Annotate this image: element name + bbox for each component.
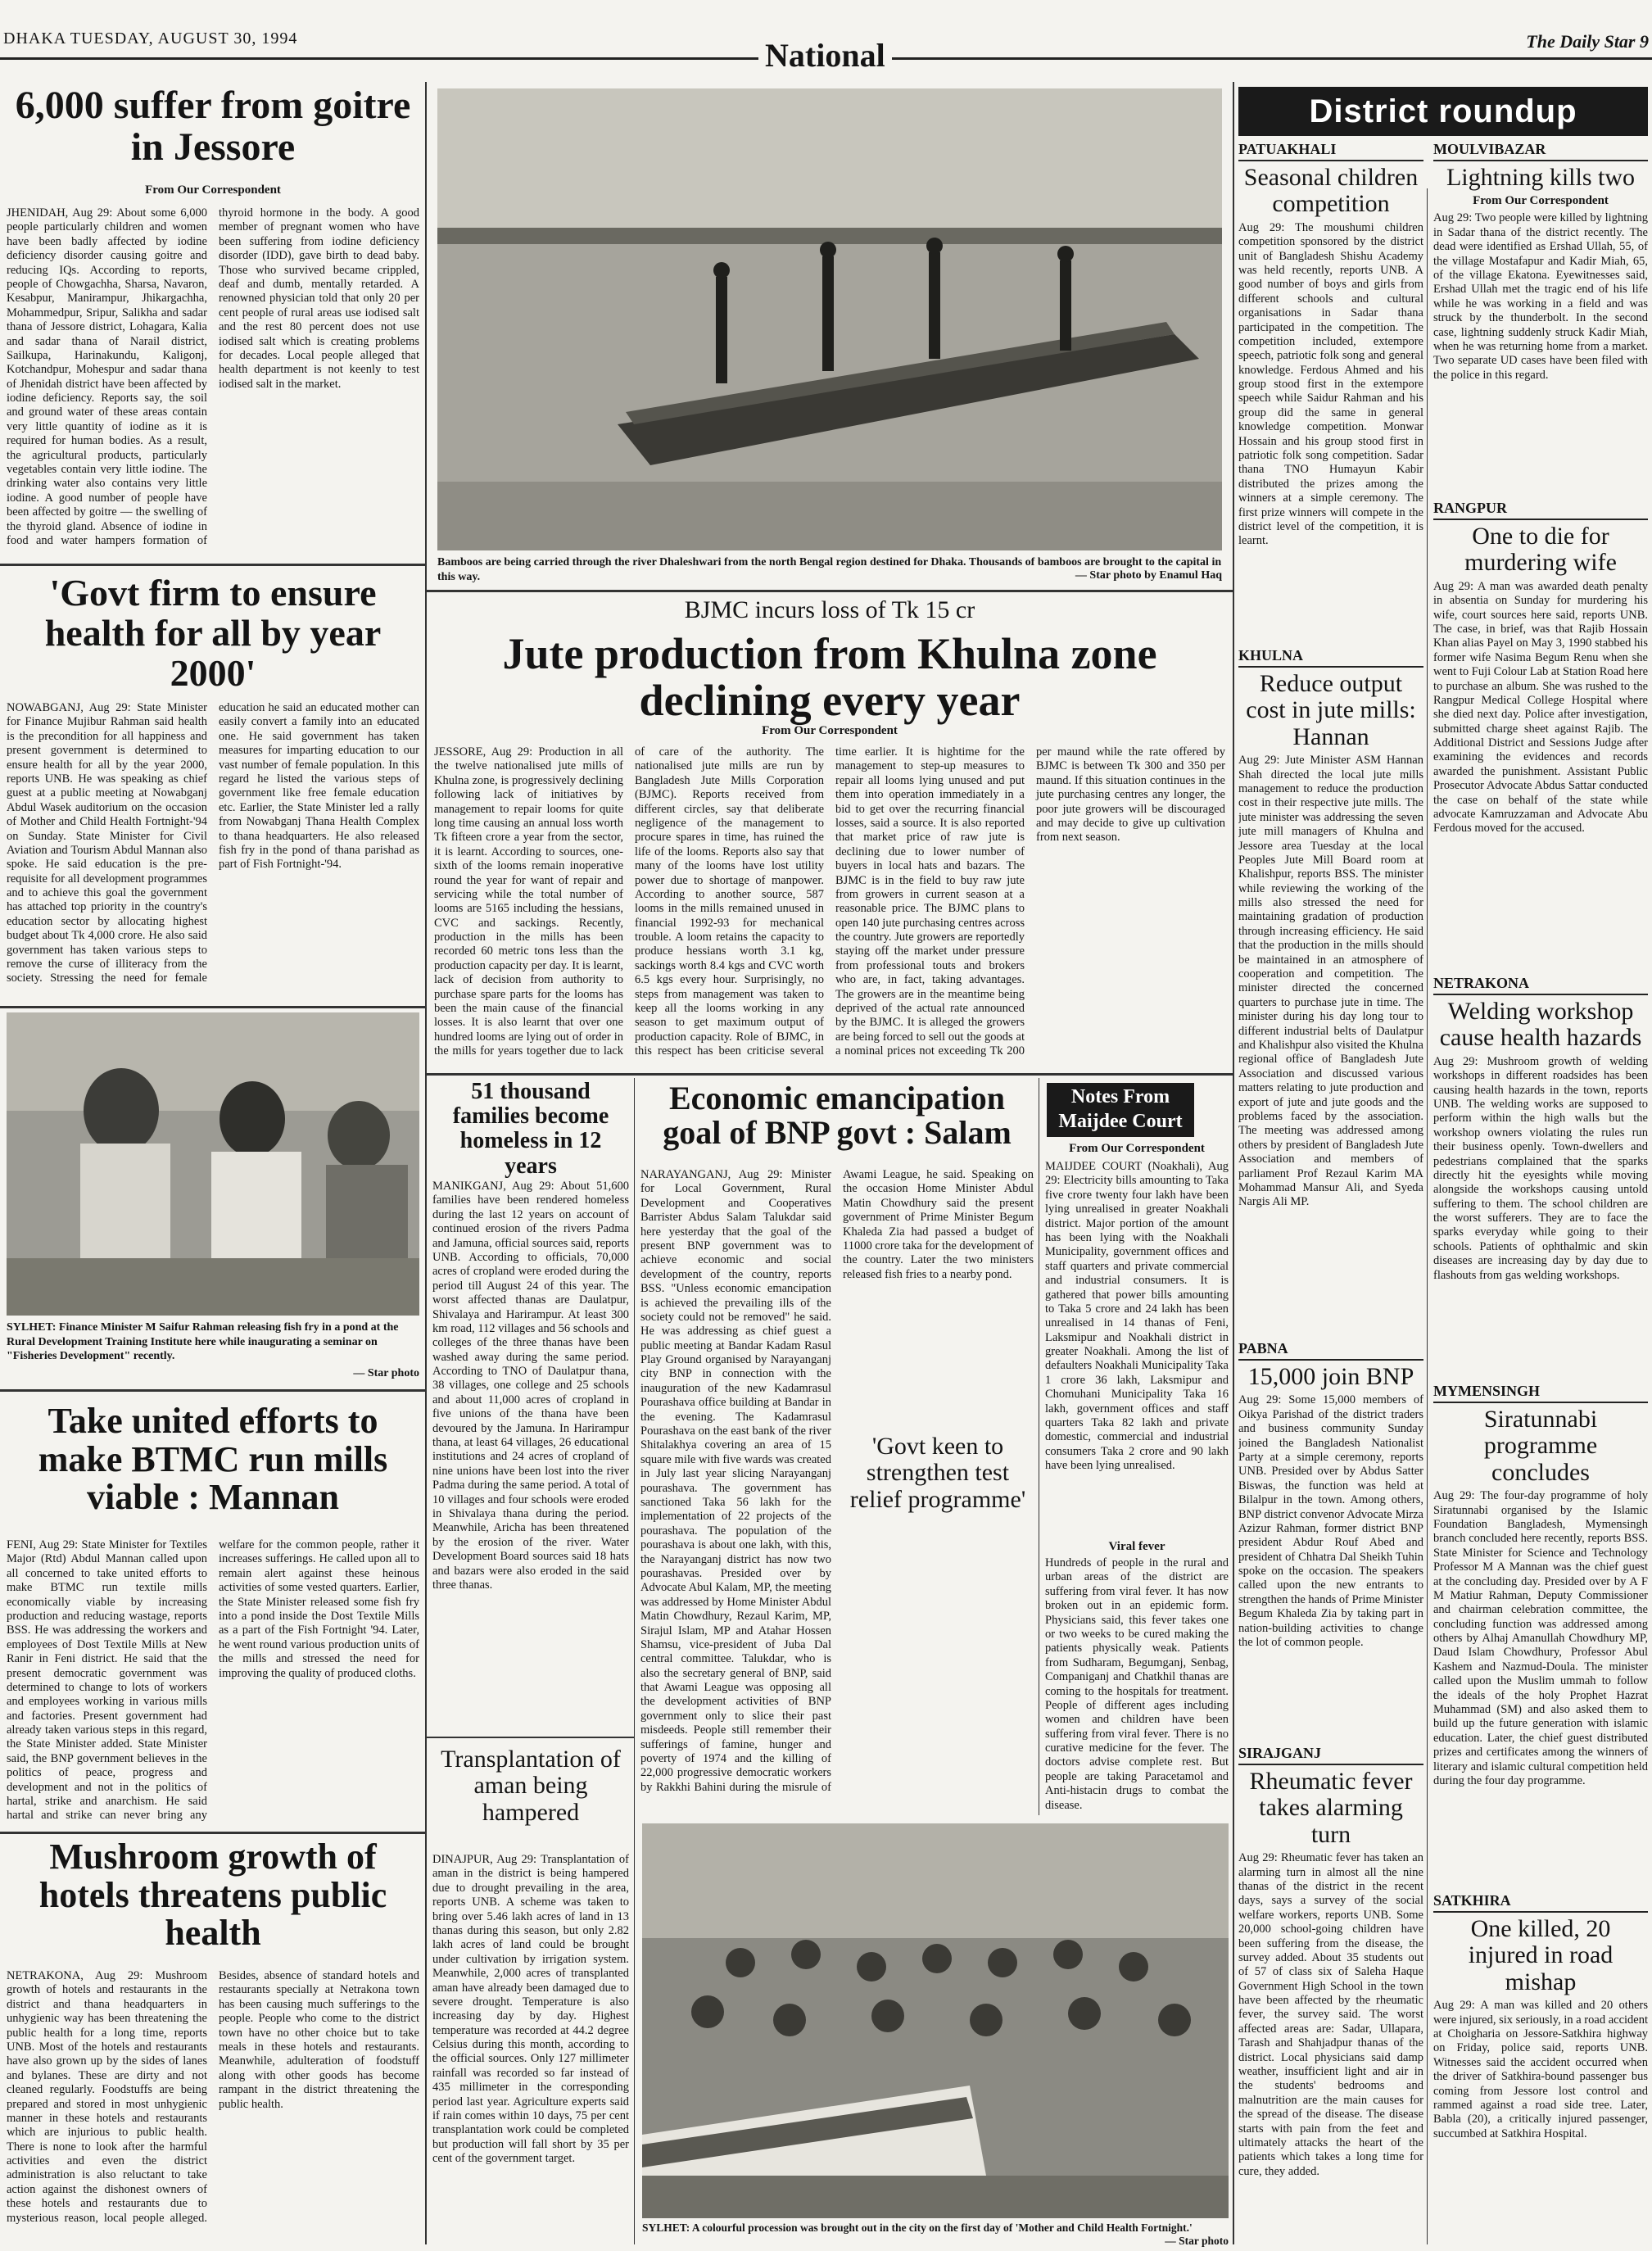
- procession-photo-credit: — Star photo: [1165, 2235, 1229, 2247]
- place-label: PATUAKHALI: [1238, 141, 1423, 161]
- district-item-body: Aug 29: Two people were killed by lightning in Sadar thana of the district recently. The dead were identified as Ershad Ullah, 55, of the village Mostafapur and Kadir Miah, 65, of the village Ekatona. Eyewitnesses said, Ershad Ullah met the tragic end of his life while he was working in a field and was struck by the thunderbolt. In the second case, lightning suddenly struck Kadir Miah, when he was returning home from a market. Two separate UD cases have been filed with the police in this regard.: [1433, 211, 1648, 382]
- column-divider: [425, 82, 427, 2244]
- place-label: KHULNA: [1238, 647, 1423, 668]
- aman-headline: Transplantation of aman being hampered: [441, 1746, 621, 1826]
- economic-body: NARAYANGANJ, Aug 29: Minister for Local Government, Rural Development and Cooperatives Barrister Abdus Salam Talukdar said here yesterday that the goal of the present BNP government was to achieve economic and social development of the country, reports BSS. "Unless economic emancipation is achieved the prevailing ills of the society could not be removed" he said. He was addressing as chief guest a public meeting at Bandar Kadam Rasul Play Ground organised by Narayanganj city BNP in connection with the inauguration of the new Kadamrasul Pourashava office building at Bandar in the evening. The Kadamrasul Pourashava on the east bank of the river Shitalakhya covering an area of 15 square mile with five wards was created in July last year slicing Narayanganj pourashava. The government has sanctioned Taka 56 lakh for the implementation of 22 projects of the pourashava. The population of the pourashava is about one lakh, with this, the Narayanganj district has now two pourashavas. Presided over by Advocate Abul Kalam, MP, the meeting was addressed by Home Minister Abdul Matin Chowdhury, Rezaul Karim, MP, Sirajul Islam, MP and Atahar Hossen Shamsu, vice-president of Juba Dal central committee. Talukdar, who is also the secretary general of BNP, said that Awami League was opposing all the development activities of BNP government only to slice their past misdeeds. People still remember their sufferings of famine, hunger and poverty of 1974 and the killing of 22,000 progressive democratic workers by Rakkhi Bahini during the misrule of Awami League, he said. Speaking on the occasion Home Minister Abdul Matin Chowdhury said the present government of Prime Minister Begum Khaleda Zia had passed a budget of 11000 crore taka for the development of the country. Later the two ministers released fish fries to a nearby pond.: [640, 1168, 1034, 1794]
- fish-photo-credit: — Star photo: [353, 1367, 419, 1379]
- bamboo-river-photo-art: [437, 88, 1222, 550]
- district-item-headline: Seasonal children competition: [1243, 164, 1419, 218]
- fish-photo-caption: SYLHET: Finance Minister M Saifur Rahman releasing fish fry in a pond at the Rural Development Training Institute here while inaugurating a seminar on "Fisheries Development" recently.: [7, 1321, 399, 1362]
- district-item-headline: One to die for murdering wife: [1464, 523, 1617, 577]
- divider: [0, 1389, 425, 1392]
- district-item-headline: 15,000 join BNP: [1247, 1363, 1414, 1390]
- goitre-byline: From Our Correspondent: [145, 183, 281, 197]
- procession-photo: [642, 1823, 1229, 2218]
- health2000-headline: 'Govt firm to ensure health for all by year 2000': [44, 572, 382, 694]
- district-item-pabna: [1238, 1340, 1423, 1713]
- column-divider: [1233, 82, 1234, 2244]
- btmc-headline: Take united efforts to make BTMC run mills viable : Mannan: [38, 1401, 388, 1518]
- hotels-headline: Mushroom growth of hotels threatens public health: [38, 1837, 387, 1954]
- goitre-headline: 6,000 suffer from goitre in Jessore: [15, 84, 411, 169]
- dateline: DHAKA TUESDAY, AUGUST 30, 1994: [3, 29, 298, 48]
- district-item-rangpur: [1433, 500, 1648, 973]
- district-item-byline: From Our Correspondent: [1473, 194, 1609, 208]
- section-title: National: [758, 36, 892, 75]
- bamboo-photo-credit: — Star photo by Enamul Haq: [1075, 569, 1222, 582]
- district-item-headline: Welding workshop cause health hazards: [1439, 998, 1642, 1052]
- goitre-body: JHENIDAH, Aug 29: About some 6,000 people particularly children and women have been badly affected by iodine deficiency disorder causing goitre and reducing IQs. According to reports, people of Chowgachha, Sharsa, Navaron, Kesabpur, Manirampur, Jhikargachha, Mohammedpur, Sripur, Salikha and sadar thana of Jessore district, Lohagara, Kalia and sadar thana of Narail district, Sailkupa, Harinakundu, Kaligonj, Kotchandpur, Mohespur and sadar thana of Jhenidah district have been affected by iodine deficiency. Reports say, the soil and ground water of these areas contain very little quantity of iodine as it is required for human bodies. As a result, the agricultural products, particularly vegetables contain very little iodine. The drinking water also contains very little iodine. A good number of people have been affected by goitre — the swelling of the thyroid gland. Absence of iodine in food and water hampers formation of thyroid hormone in the body. A good member of pregnant women who have been suffering from iodine deficiency disorder (IDD), gave birth to dead baby. Those who survived became crippled, deaf and dumb, mentally retarded. A renowned physician told that only 20 per cent people of rural areas use iodised salt and the rest 80 percent does not use iodised salt which is creating problems for decades. Local people alleged that health department is not keenly to test iodised salt in the market.: [7, 206, 419, 547]
- hotels-body: NETRAKONA, Aug 29: Mushroom growth of hotels and restaurants in the district and thana headquarters in unhygienic way has been threatening the public health for a long time, reports UNB. Most of the hotels and restaurants have also grown up by the sides of lanes and bylanes. These are dirty and not cleaned regularly. Foodstuffs are being prepared and stored in most unhygienic manner in these hotels and restaurants which are injurious to public health. There is none to look after the harmful activities and even the district administration is also reluctant to take action against the dishonest owners of these hotels and restaurants due to mysterious reason, local people alleged. Besides, absence of standard hotels and restaurants specially at Netrakona town has been causing much sufferings to the people. People who come to the district town have no other choice but to take meals in these hotels and restaurants. Meanwhile, adulteration of foodstuff along with other goods has become rampant in the district threatening the public health.: [7, 1969, 419, 2225]
- economic-headline: Economic emancipation goal of BNP govt : Salam: [663, 1080, 1012, 1152]
- aman-body: DINAJPUR, Aug 29: Transplantation of aman in the district is being hampered due to drought prevailing in the area, reports UNB. A scheme was taken to bring over 5.46 lakh acres of land in 13 thanas during this season, but only 2.82 lakh acres of land could be brought under cultivation by irrigation system. Meanwhile, 2,000 acres of transplanted aman have already been damaged due to severe drought. Temperature is also increasing day by day. Highest temperature was recorded at 44.2 degree Celsius during this month, according to the official sources. Only 127 millimeter rainfall was recorded so far instead of 435 millimeter in the corresponding period last year. Agriculture experts said if rain comes within 10 days, 75 per cent transplantation work could be completed but production will fall short by 35 per cent of the government target.: [432, 1853, 629, 2166]
- district-item-body: Aug 29: Jute Minister ASM Hannan Shah directed the local jute mills management to reduce the production cost in their respective jute mills. The jute minister was addressing the seven jute mill managers of Khulna and Jessore area Tuesday at the local Peoples Jute Mill Board room at Khalishpur, reports BSS. The minister while reviewing the working of the mills also stressed the need for maintaining gradation of production through increasing efficiency. He said that the production in the mills should be maintained in an atmosphere of cooperation and competition. The minister directed the concerned quarters to purchase jute in time. The minister during his day long tour to different industrial belts of Daulatpur and Khalishpur also visited the Khulna regional office of Bangladesh Jute Association and discussed various matters relating to jute production and export of jute and jute goods and the problems faced by the association. The meeting was addressed among others by president of Bangladesh Jute Association and members of parliament Prof Rezaul Karim MA Mohammad Mansur Ali, and Syeda Nargis Ali MP.: [1238, 754, 1423, 1209]
- place-label: SIRAJGANJ: [1238, 1745, 1423, 1765]
- district-item-headline: Lightning kills two: [1446, 164, 1635, 191]
- divider: [0, 1832, 425, 1834]
- viral-fever-subhead: Viral fever: [1108, 1540, 1165, 1553]
- bamboo-river-photo: [437, 88, 1222, 550]
- jute-body: JESSORE, Aug 29: Production in all the twelve nationalised jute mills of Khulna zone, is progressively declining following lack of initiatives by management to repair looms for quite long time causing an annual loss worth Tk fifteen crore a year from the sector, it is learnt. According to sources, one-sixth of the looms remain inoperative round the year for want of repair and servicing while the total number of looms are 5165 including the hessians, CVC and sackings. Recently, production in the mills has been recorded 60 metric tons less than the production capacity per day. It is learnt, lack of decision from authority to purchase spare parts for the looms has been the main cause of the financial losses. It is also learnt that over one hundred looms are lying out of order in the mills for years together due to lack of care of the authority. The nationalised jute mills are run by Bangladesh Jute Mills Corporation (BJMC). Reports received from different circles, say that deliberate negligence of the management to procure spares in time, has ruined the life of the looms. Reports also say that many of the looms have lost utility power due to shortage of manpower. According to another source, 587 looms in the mills remained unused in financial 1992-93 for mechanical trouble. A loom retains the capacity to produce hessians worth 3.1 kg, sackings worth 8.4 kgs and CVC worth 6.5 kgs every hour. Surprisingly, no steps from management was taken to keep all the looms working in any season to get maximum output of production capacity. Role of BJMC, in this respect has been criticise several time earlier. It is hightime for the management to step-up measures to repair all looms lying unused and put them into operation immediately in a bid to get over the recurring financial losses, said a source. It is also reported that market price of raw jute is declining due to lower number of buyers in local hats and bazars. The BJMC is in the field to buy raw jute from growers in current season at a reasonable price. The BJMC plans to open 140 jute purchasing centres across the country. Jute growers are reportedly staying off the market under pressure from professional touts and brokers who are, in fact, taking advantages. The growers are in the meantime being deprived of the actual rate announced by the BJMC. It is alleged the growers are being forced to sell out the goods at a nominal prices not exceeding Tk 200 per maund while the rate offered by BJMC is between Tk 300 and 350 per maund. If this situation continues in the jute purchasing centres any longer, the poor jute growers will be discouraged and may decide to give up cultivation from next season.: [434, 745, 1225, 1058]
- district-item-body: Aug 29: Rheumatic fever has taken an alarming turn in almost all the nine thanas of the district in the recent days, says a survey of the social welfare workers, reports UNB. Some 20,000 school-going children have been suffering from the disease, the survey added. About 35 students out of 57 of class six of Saleha Haque Government High School in the town have been affected by the rheumatic fever, the survey said. The worst affected areas are: Sadar, Ullapara, Tarash and Shahjadpur thanas of the district. Local physicians said damp weather, insufficient light and air in the students' bedrooms and malnutrition are the main causes for the spread of the disease. The disease starts with pain from the feet and ultimately attacks the heart of the patients which takes a long time for cure, they added.: [1238, 1851, 1423, 2178]
- district-roundup-banner: District roundup: [1238, 87, 1648, 136]
- homeless-body: MANIKGANJ, Aug 29: About 51,600 families have been rendered homeless during the last 12 years on account of continued erosion of the rivers Padma and Jamuna, official sources said, reports UNB. According to officials, 70,000 acres of cropland were eroded during the period till August 24 of this year. The worst affected thanas are Daulatpur, Shivalaya and Harirampur. At least 300 km road, 112 villages and 56 schools and colleges of the three thanas have been washed away during the same period. According to TNO of Daulatpur thana, 38 villages, one college and 25 schools and about 11,000 acres of cropland in five unions of the thana have been devoured by the Jamuna. In Harirampur thana, at least 64 villages, 26 educational institutions and 24 acres of cropland of nine unions have been lost into the river Padma during the same period. A total of 10 villages and four schools were eroded in Shivalaya thana during the period. Meanwhile, Aricha has been threatened by the erosion of the river. Water Development Board sources said 18 hats and bazars were also eroded in the said three thanas.: [432, 1180, 629, 1592]
- btmc-body: FENI, Aug 29: State Minister for Textiles Major (Rtd) Abdul Mannan called upon all concerned to take united efforts to make BTMC run textile mills economically viable by increasing production and reducing wastage, reports BSS. He was addressing the workers and employees of Dost Textile Mills at New Ranir in Feni district. He said that the present democratic government was determined to change to lots of workers and employees working in various mills and factories. Present government had already taken various steps in this regard, the State Minister added. State Minister said, the BNP government believes in the politics of peace, progress and development and not in the politics of hartal, strike and anarchism. He said hartal and strike can never bring any welfare for the common people, rather it increases sufferings. He called upon all to remain alert against these heinous activities of some vested quarters. Earlier, the State Minister released some fish fry into a pond inside the Dost Textile Mills as a part of the Fish Fortnight '94. Later, he went round various production units of the mills and stressed the need for improving the quality of produced cloths.: [7, 1538, 419, 1823]
- column-divider: [634, 1078, 635, 2244]
- district-item-headline: Rheumatic fever takes alarming turn: [1249, 1768, 1413, 1848]
- maijdee-boxhead: Notes From Maijdee Court: [1047, 1083, 1194, 1137]
- divider: [427, 1737, 634, 1738]
- district-item-body: Aug 29: The four-day programme of holy Siratunnabi organised by the Islamic Foundation Bangladesh, Mymensingh branch concluded here recently, reports BSS. State Minister for Science and Technology Professor M A Mannan was the chief guest at the concluding day. Presided over by A F M Matiur Rahman, Deputy Commissioner and chairman celebration committee, the concluding function was addressed among others by Alhaj Amanullah Chowdhury MP, Daud Islam Chowdhury, Professor Abul Kashem and Nazmud-Doula. The minister called upon the Muslim ummah to follow the ideals of the holy Prophet Hazrat Muhammad (SM) and also asked them to build up the future generation with islamic education. Later, the chief guest distributed prizes and certificates among the winners of literary and islamic cultural competition held during the four day programme.: [1433, 1489, 1648, 1787]
- place-label: MOULVIBAZAR: [1433, 141, 1648, 161]
- district-item-moulvibazar: [1433, 141, 1648, 457]
- bamboo-photo-caption: Bamboos are being carried through the river Dhaleshwari from the north Bengal region destined for Dhaka. Thousands of bamboos are brought to the capital in this way.: [437, 556, 1222, 583]
- district-item-mymensingh: [1433, 1383, 1648, 1882]
- procession-photo-art: [642, 1823, 1229, 2218]
- place-label: MYMENSINGH: [1433, 1383, 1648, 1403]
- divider: [427, 590, 1233, 592]
- divider: [0, 564, 425, 566]
- district-item-satkhira: [1433, 1892, 1648, 2220]
- paper-page-label: The Daily Star 9: [1526, 31, 1649, 52]
- district-item-body: Aug 29: Some 15,000 members of Oikya Parishad of the district traders and business community Sunday joined the Bangladesh Nationalist Party at a simple ceremony, reports UNB. Presided over by Abdus Satter Biswas, the function was held at Bilalpur in the town. Among others, BNP district convenor Advocate Mirza Azizur Rahman, former district BNP president Abdur Rouf Abed and president of Chhatra Dal Sheikh Tuhin spoke on the occasion. The speakers called upon the new entrants to strengthen the hands of Prime Minister Begum Khaleda Zia by taking part in nation-building activities to change the lot of common people.: [1238, 1393, 1423, 1650]
- health2000-body: NOWABGANJ, Aug 29: State Minister for Finance Mujibur Rahman said health is the precondition for all happiness and present government is determined to ensure health for all by the year 2000, reports UNB. He was speaking as chief guest at a public meeting at Nowabganj Abdul Wasek auditorium on the occasion of Mother and Child Health Fortnight-'94 on Sunday. State Minister for Civil Aviation and Tourism Abdul Mannan also spoke. He said education is the pre-requisite for all development programmes and to achieve this goal the government has attached top priority in the country's education sector by allocating highest budget about Tk 4,000 crore. He also said government has taken various steps to remove the curse of illiteracy from the society. Stressing the need for female education he said an educated mother can easily convert a family into an educated one. He said government has taken measures for imparting education to our vast number of female population. In this regard he listed the various steps of government like free female education etc. Earlier, the State Minister led a rally from Nowabganj Thana Health Complex to thana headquarters. He also released fish fry in the pond of thana parishad as part of Fish Fortnight-'94.: [7, 701, 419, 985]
- divider: [427, 1073, 1233, 1076]
- jute-headline: Jute production from Khulna zone declining every year: [502, 629, 1157, 726]
- district-item-body: Aug 29: The moushumi children competition sponsored by the district unit of Bangladesh Shishu Academy was held recently, reports UNB. A good number of boys and girls from different schools and cultural organisations in Sadar thana participated in the competition. The competition included, extempore speech, patriotic folk song and general knowledge. Ferdous Ahmed and his group stood first in the extempore speech while Saidur Rahman and his group did the same in general knowledge competition. Monwar Hossain and his group stood first in patriotic folk song competition. Sadar thana TNO Humayun Kabir distributed the prizes among the winners at a simple ceremony. The first prize winners will compete in the district level of the competition, it is learnt.: [1238, 220, 1423, 548]
- jute-byline: From Our Correspondent: [762, 724, 898, 737]
- test-relief-headline: 'Govt keen to strengthen test relief programme': [849, 1433, 1026, 1513]
- district-item-headline: One killed, 20 injured in road mishap: [1468, 1915, 1614, 1995]
- divider: [0, 1006, 425, 1008]
- district-item-netrakona: [1433, 975, 1648, 1342]
- column-divider: [1427, 188, 1428, 2244]
- district-item-body: Aug 29: A man was awarded death penalty in absentia on Sunday for murdering his wife, court sources here said, reports UNB. The case, in brief, was that Rajib Hossain Khan alias Payel on May 3, 1990 stabbed his former wife Nasima Begum Renu when she went to Fuji Colour Lab at Station Road here to purchase an album. She was rushed to the Rangpur Medical College Hospital where she died next day. Police after investigation, submitted charge sheet against Rajib. The Additional District and Sessions Judge after examining the evidences and records awarded the punishment. Assistant Public Prosecutor Advocate Abdus Sattar conducted the case on behalf of the state while advocate Kamruzzaman and Advocate Abu Ferdous moved for the accused.: [1433, 579, 1648, 836]
- fish-release-photo-art: [7, 1012, 419, 1316]
- district-item-body: Aug 29: A man was killed and 20 others were injured, six seriously, in a road accident at Choigharia on Jessore-Satkhira highway on Friday, police said, reports UNB. Witnesses said the accident occurred when the driver of Satkhira-bound passenger bus coming from Jessore lost control and rammed against a road side tree. Later, Babla (20), a critically injured passenger, succumbed at Satkhira Hospital.: [1433, 1999, 1648, 2140]
- district-item-body: Aug 29: Mushroom growth of welding workshops in different roadsides has been causing health hazards in the town, reports UNB. The welding works are supposed to perform within the high walls but the workshop owners violating the rules run their business openly. Town-dwellers and pedestrians complained that the sparks directly hit the eyesights while moving alongside the workshops causing untold suffering to them. The school children are the worst sufferers. They are to face the sparks everyday while going to their schools. Patients of ophthalmic and skin diseases are increasing day by day due to flashouts from gas welding workshops.: [1433, 1054, 1648, 1282]
- place-label: PABNA: [1238, 1340, 1423, 1361]
- homeless-headline: 51 thousand families become homeless in 12 years: [452, 1079, 609, 1179]
- jute-kicker: BJMC incurs loss of Tk 15 cr: [684, 596, 975, 623]
- district-item-patuakhali: [1238, 141, 1423, 614]
- district-item-headline: Siratunnabi programme concludes: [1483, 1406, 1598, 1486]
- fish-release-photo: [7, 1012, 419, 1316]
- maijdee-body: MAIJDEE COURT (Noakhali), Aug 29: Electricity bills amounting to Taka five crore twenty four lakh have been lying unrealised in greater Noakhali district. Major portion of the amount has been lying with the Noakhali Municipality, government offices and staff quarters and private commercial and industrial consumers. It is gathered that power bills amounting to Taka 5 crore and 24 lakh has been unrealised in 14 thanas of Feni, Laksmipur and Noakhali district in greater Noakhali. Among the list of defaulters Noakhali Municipality Taka 1 crore 36 lakh, Laksmipur and Chomuhani Municipality Taka 16 lakh, government offices and staff quarters Taka 82 lakh and private domestic, commercial and industrial consumers Taka 2 crore and 90 lakh have been lying unrealised.: [1045, 1160, 1229, 1473]
- place-label: SATKHIRA: [1433, 1892, 1648, 1913]
- maijdee-byline: From Our Correspondent: [1069, 1142, 1205, 1155]
- district-item-sirajganj: [1238, 1745, 1423, 2244]
- district-item-khulna: [1238, 647, 1423, 1343]
- place-label: RANGPUR: [1433, 500, 1648, 520]
- viral-fever-body: Hundreds of people in the rural and urban areas of the district are suffering from viral fever. It has now broken out in an epidemic form. Physicians said, this fever takes one or two weeks to be cured making the patients physically weak. Patients from Sudharam, Begumganj, Senbag, Companiganj and Chatkhil thanas are coming to the hospitals for treatment. People of different ages including women and children have been suffering from viral fever. There is no curative medicine for the fever. The doctors advise complete rest. But people are taking Paracetamol and Anti-histacin drugs to combat the disease.: [1045, 1556, 1229, 1812]
- procession-photo-caption: SYLHET: A colourful procession was brought out in the city on the first day of 'Mother and Child Health Fortnight.': [642, 2222, 1193, 2234]
- district-item-headline: Reduce output cost in jute mills: Hannan: [1246, 670, 1416, 750]
- place-label: NETRAKONA: [1433, 975, 1648, 995]
